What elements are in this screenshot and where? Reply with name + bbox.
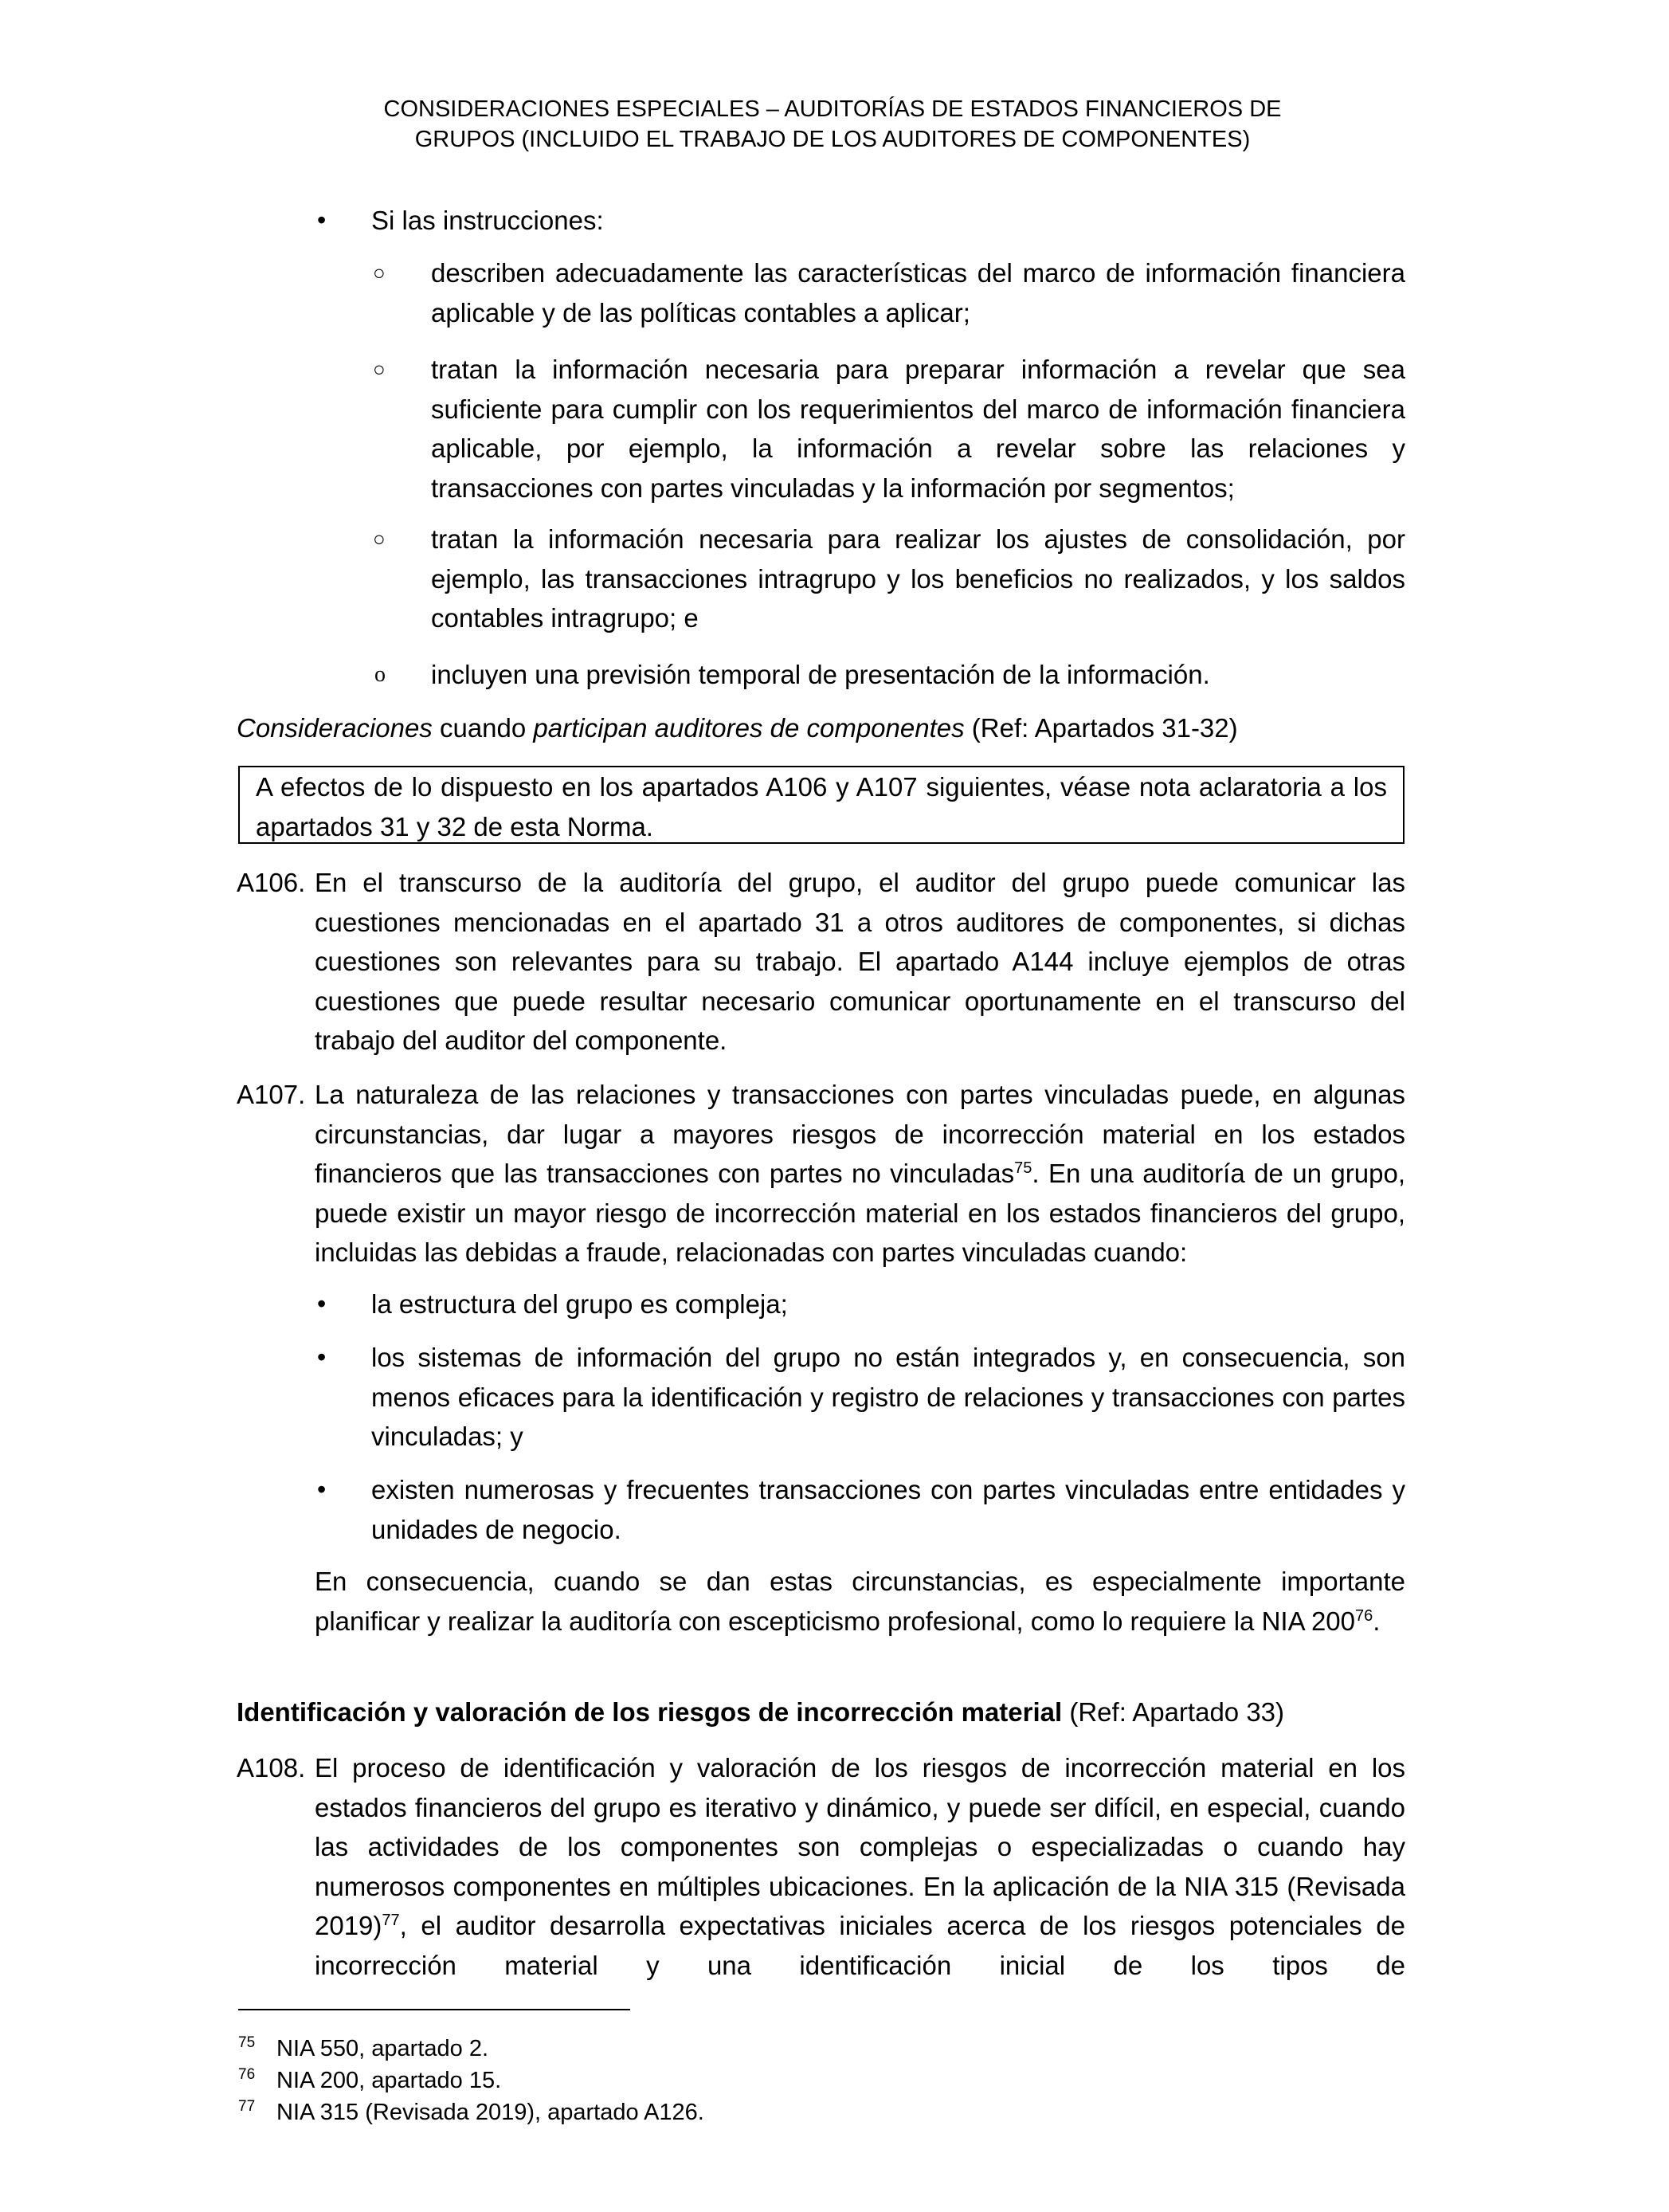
note-box-text: A efectos de lo dispuesto en los apartados A106 y A107 siguientes, véase nota aclaratoria a los apartados 31 y 32 de esta Norma.: [256, 772, 1387, 841]
paragraph-number: A107.: [237, 1080, 306, 1109]
a107-text-a: La naturaleza de las relaciones y transacciones con partes vinculadas puede, en algunas circunstancias, dar lugar a mayores riesgos de incorrección material en los estados financieros que las transacciones con partes no vinculadas: [315, 1080, 1405, 1188]
a107-bullet-1: la estructura del grupo es compleja;: [371, 1289, 788, 1319]
footnote: 75 NIA 550, apartado 2.: [238, 2034, 489, 2061]
footnote: 76 NIA 200, apartado 15.: [238, 2066, 502, 2093]
intro-text: Si las instrucciones:: [371, 206, 604, 235]
a107-closing-end: .: [1373, 1606, 1381, 1636]
a107-closing-text: En consecuencia, cuando se dan estas circunstancias, es especialmente importante planificar y realizar la auditoría con escepticismo profesional, como lo requiere la NIA 200: [315, 1567, 1405, 1636]
bullet-symbol: •: [317, 206, 327, 234]
sub-item-3: tratan la información necesaria para realizar los ajustes de consolidación, por ejemplo, las transacciones intragrupo y los beneficios no realizados, y los saldos contables intragrupo; e: [431, 524, 1405, 633]
sub-item-symbol: ○: [373, 261, 386, 284]
sub-item-symbol: o: [374, 662, 386, 687]
heading-ref: (Ref: Apartados 31-32): [964, 713, 1238, 743]
a107-bullet-2: los sistemas de información del grupo no están integrados y, en consecuencia, son menos eficaces para la identificación y registro de relaciones y transacciones con partes vinculadas; y: [371, 1343, 1405, 1451]
note-box: [238, 766, 1405, 844]
footnote-text: NIA 200, apartado 15.: [276, 2068, 502, 2093]
a107-bullet-3: existen numerosas y frecuentes transacciones con partes vinculadas entre entidades y unidades de negocio.: [371, 1475, 1405, 1544]
section-heading-components: [237, 708, 1416, 748]
sub-item-1: describen adecuadamente las características del marco de información financiera aplicable y de las políticas contables a aplicar;: [431, 258, 1405, 327]
running-header: [235, 94, 1430, 155]
bullet-symbol: •: [317, 1475, 327, 1504]
header-line-1: CONSIDERACIONES ESPECIALES – AUDITORÍAS DE ESTADOS FINANCIEROS DE: [383, 96, 1282, 122]
footnote: 77 NIA 315 (Revisada 2019), apartado A126.: [238, 2098, 704, 2125]
bullet-symbol: •: [317, 1343, 327, 1371]
heading-italic-a: Consideraciones: [237, 713, 433, 743]
footnote-ref-75[interactable]: 75: [1014, 1159, 1032, 1177]
a107-text-b: . En una auditoría de un grupo, puede existir un mayor riesgo de incorrección material en los estados financieros del grupo, incluidas las debidas a fraude, relacionadas con partes vinculadas cuando:: [315, 1159, 1405, 1267]
sub-item-symbol: ○: [373, 357, 386, 381]
sub-item-symbol: ○: [373, 527, 386, 551]
a108-text-b: , el auditor desarrolla expectativas iniciales acerca de los riesgos potenciales de incorrección material y una identificación inicial de los tipos de: [315, 1911, 1405, 1980]
paragraph-a106: En el transcurso de la auditoría del grupo, el auditor del grupo puede comunicar las cuestiones mencionadas en el apartado 31 a otros auditores de componentes, si dichas cuestiones son relevantes para su trabajo. El apartado A144 incluye ejemplos de otras cuestiones que puede resultar necesario comunicar oportunamente en el transcurso del trabajo del auditor del componente.: [315, 868, 1405, 1055]
paragraph-a108: [315, 1748, 1405, 1985]
footnote-text: NIA 315 (Revisada 2019), apartado A126.: [276, 2100, 704, 2125]
heading-bold: Identificación y valoración de los riesgos de incorrección material: [237, 1697, 1063, 1727]
heading-italic-b: participan auditores de componentes: [533, 713, 965, 743]
paragraph-number: A108.: [237, 1753, 306, 1783]
footnote-text: NIA 550, apartado 2.: [276, 2036, 489, 2061]
bullet-symbol: •: [317, 1289, 327, 1318]
heading-plain-a: cuando: [432, 713, 534, 743]
a108-text-a: El proceso de identificación y valoración de los riesgos de incorrección material en los estados financieros del grupo es iterativo y dinámico, y puede ser difícil, en especial, cuando las actividades de los componentes son complejas o especializadas o cuando hay numerosos componentes en múltiples ubicaciones. En la aplicación de la NIA 315 (Revisada 2019): [315, 1753, 1405, 1940]
footnote-ref-77[interactable]: 77: [382, 1912, 400, 1929]
sub-item-2: tratan la información necesaria para preparar información a revelar que sea suficiente para cumplir con los requerimientos del marco de información financiera aplicable, por ejemplo, la información a revelar sobre las relaciones y transacciones con partes vinculadas y la información por segmentos;: [431, 355, 1405, 503]
heading-ref: (Ref: Apartado 33): [1062, 1697, 1285, 1727]
paragraph-a107: [315, 1075, 1405, 1273]
paragraph-number: A106.: [237, 868, 306, 897]
sub-item-4: incluyen una previsión temporal de presentación de la información.: [431, 660, 1210, 689]
section-heading-risks: [237, 1692, 1416, 1732]
a107-closing: [315, 1562, 1405, 1641]
footnote-ref-76[interactable]: 76: [1355, 1606, 1373, 1625]
header-line-2: GRUPOS (INCLUIDO EL TRABAJO DE LOS AUDITORES DE COMPONENTES): [414, 127, 1251, 152]
footnote-separator: [238, 2009, 630, 2010]
